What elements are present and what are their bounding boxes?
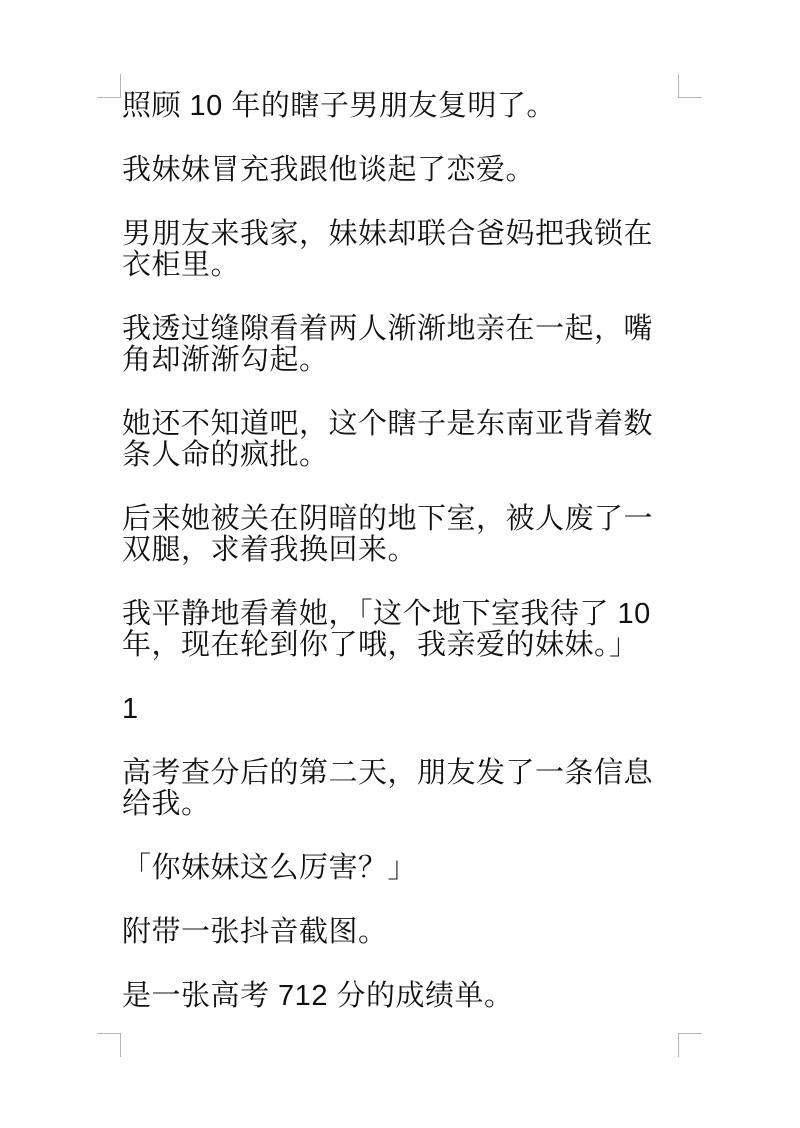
paragraph: 「你妹妹这么厉害？」 bbox=[122, 852, 418, 884]
corner-mark-bottom-left-v bbox=[120, 1033, 121, 1057]
paragraph: 附带一张抖音截图。 bbox=[122, 916, 388, 948]
corner-mark-top-left-v bbox=[120, 74, 121, 98]
paragraph: 照顾 10 年的瞎子男朋友复明了。 bbox=[122, 90, 556, 122]
paragraph: 她还不知道吧，这个瞎子是东南亚背着数条人命的疯批。 bbox=[122, 408, 654, 471]
paragraph: 高考查分后的第二天，朋友发了一条信息给我。 bbox=[122, 757, 654, 820]
paragraph: 后来她被关在阴暗的地下室，被人废了一双腿，求着我换回来。 bbox=[122, 503, 654, 566]
corner-mark-bottom-left-h bbox=[97, 1033, 121, 1034]
paragraph: 男朋友来我家，妹妹却联合爸妈把我锁在衣柜里。 bbox=[122, 218, 654, 281]
paragraph: 我透过缝隙看着两人渐渐地亲在一起，嘴角却渐渐勾起。 bbox=[122, 313, 654, 376]
paragraph: 我妹妹冒充我跟他谈起了恋爱。 bbox=[122, 154, 536, 186]
corner-mark-top-left-h bbox=[97, 97, 121, 98]
paragraph: 是一张高考 712 分的成绩单。 bbox=[122, 980, 514, 1012]
paragraph: 我平静地看着她，「这个地下室我待了 10 年，现在轮到你了哦，我亲爱的妹妹。」 bbox=[122, 598, 651, 661]
chapter-number: 1 bbox=[122, 693, 139, 725]
document-body bbox=[122, 91, 682, 1045]
